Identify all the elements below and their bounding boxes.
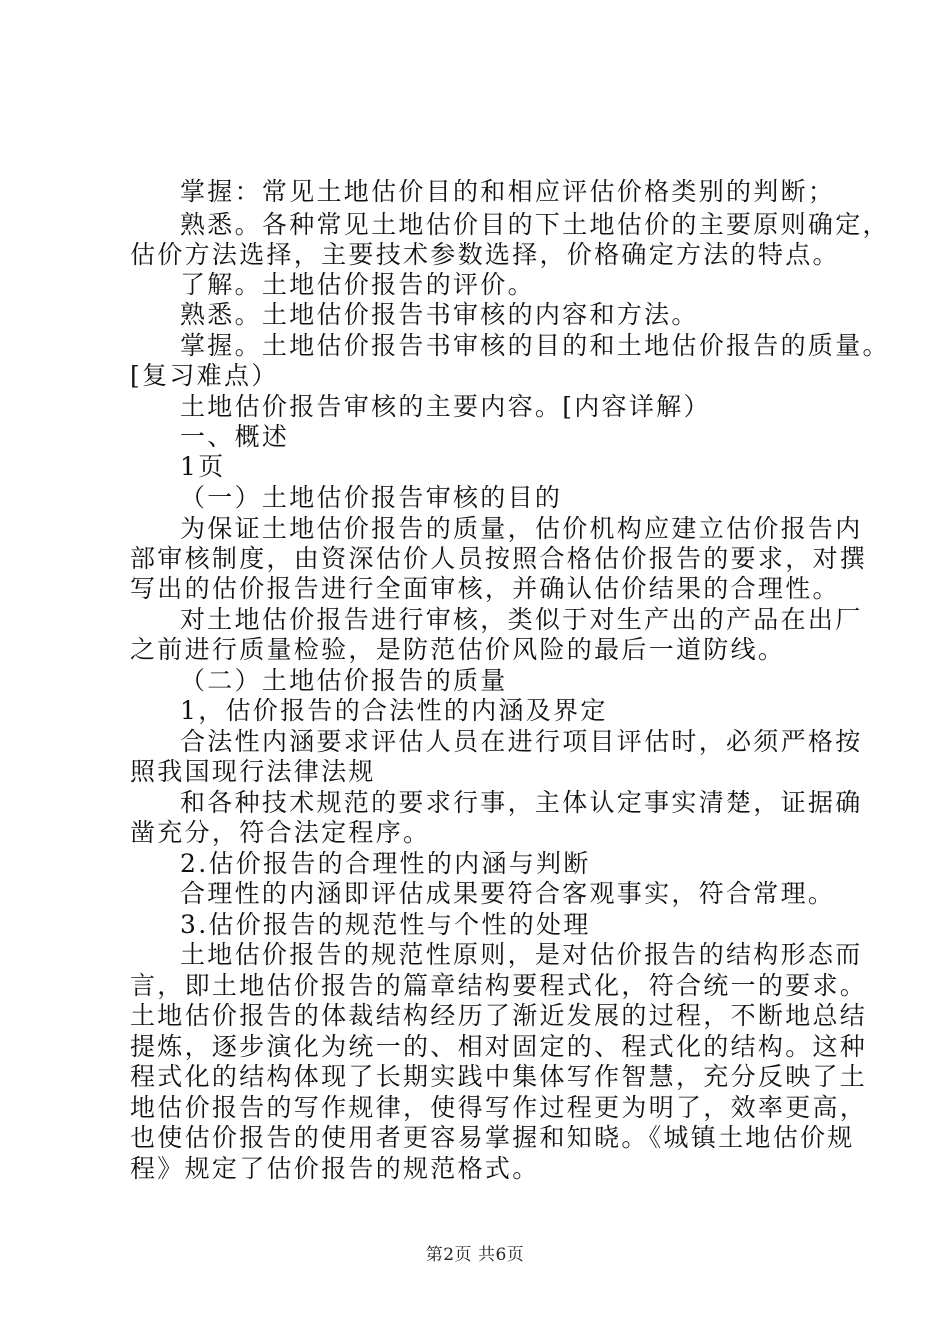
body-text-line: 掌握。土地估价报告书审核的目的和土地估价报告的质量。 xyxy=(180,331,890,360)
body-text-line: 写出的估价报告进行全面审核，并确认估价结果的合理性。 xyxy=(130,574,840,603)
section-heading: 一、概述 xyxy=(180,422,290,451)
body-text-line: 了解。土地估价报告的评价。 xyxy=(180,270,535,299)
subsection-heading: （一）土地估价报告审核的目的 xyxy=(180,483,563,512)
body-text-line: 照我国现行法律法规 xyxy=(130,757,376,786)
body-text-line: 估价方法选择，主要技术参数选择，价格确定方法的特点。 xyxy=(130,240,840,269)
body-text-line: 也使估价报告的使用者更容易掌握和知晓。《城镇土地估价规 xyxy=(130,1123,855,1152)
body-text-line: 凿充分，符合法定程序。 xyxy=(130,818,431,847)
body-text-line: 程》规定了估价报告的规范格式。 xyxy=(130,1154,540,1183)
body-text-line: 土地估价报告的规范性原则，是对估价报告的结构形态而 xyxy=(180,940,863,969)
body-text-line: 合法性内涵要求评估人员在进行项目评估时，必须严格按 xyxy=(180,727,863,756)
body-text-line: 熟悉。各种常见土地估价目的下土地估价的主要原则确定， xyxy=(180,210,890,239)
body-text-line: 提炼，逐步演化为统一的、相对固定的、程式化的结构。这种 xyxy=(130,1032,868,1061)
body-text-line: 和各种技术规范的要求行事，主体认定事实清楚，证据确 xyxy=(180,788,863,817)
body-text-line: 为保证土地估价报告的质量，估价机构应建立估价报告内 xyxy=(180,514,863,543)
item-heading: 3.估价报告的规范性与个性的处理 xyxy=(180,910,591,939)
body-text-line: 言，即土地估价报告的篇章结构要程式化，符合统一的要求。 xyxy=(130,971,868,1000)
body-text-line: 土地估价报告审核的主要内容。[内容详解） xyxy=(180,392,711,421)
body-text-line: 程式化的结构体现了长期实践中集体写作智慧，充分反映了土 xyxy=(130,1062,868,1091)
item-heading: 1，估价报告的合法性的内涵及界定 xyxy=(180,696,608,725)
subsection-heading: （二）土地估价报告的质量 xyxy=(180,666,508,695)
body-text-line: 之前进行质量检验，是防范估价风险的最后一道防线。 xyxy=(130,635,786,664)
body-text-line: 部审核制度，由资深估价人员按照合格估价报告的要求，对撰 xyxy=(130,544,868,573)
body-text-line: 地估价报告的写作规律，使得写作过程更为明了，效率更高， xyxy=(130,1093,868,1122)
body-text-line: 合理性的内涵即评估成果要符合客观事实，符合常理。 xyxy=(180,879,836,908)
page-number-footer: 第2页 共6页 xyxy=(425,1245,525,1265)
body-text-line: 熟悉。土地估价报告书审核的内容和方法。 xyxy=(180,300,699,329)
page-marker-text: 1页 xyxy=(180,452,226,481)
body-text-line: 土地估价报告的体裁结构经历了渐近发展的过程，不断地总结 xyxy=(130,1001,868,1030)
item-heading: 2.估价报告的合理性的内涵与判断 xyxy=(180,849,591,878)
section-heading: [复习难点） xyxy=(130,361,279,390)
body-text-line: 对土地估价报告进行审核，类似于对生产出的产品在出厂 xyxy=(180,605,863,634)
body-text-line: 掌握：常见土地估价目的和相应评估价格类别的判断； xyxy=(180,177,836,206)
